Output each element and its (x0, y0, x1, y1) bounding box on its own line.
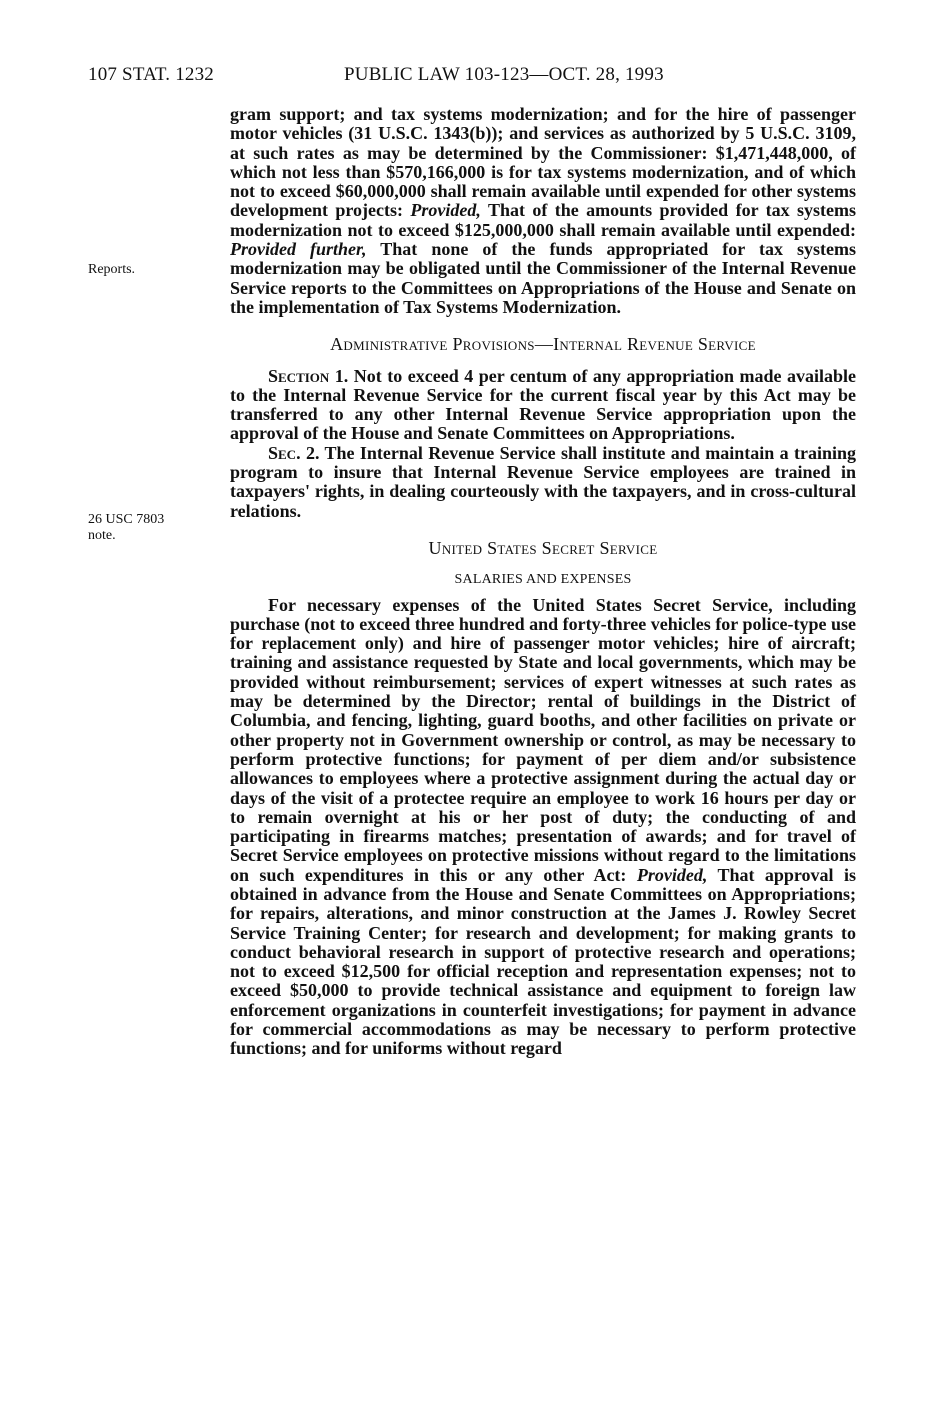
margin-note-reports: Reports. (88, 262, 136, 277)
paragraph-tax-systems (230, 105, 856, 317)
margin-note-usc-citation: 26 USC 7803 (88, 512, 165, 527)
heading-admin-provisions: Administrative Provisions—Internal Revenue Service (330, 334, 756, 355)
provided-italic: Provided, (410, 200, 481, 221)
provided-further-italic: Provided further, (230, 239, 367, 260)
paragraph-section-1 (230, 367, 856, 444)
paragraph-secret-service (230, 596, 856, 1059)
text-run: gram support; and tax systems modernization; and for the hire of passenger motor vehicles (31 U.S.C. 1343(b)); and services as authorized by 5 U.S.C. 3109, at such rates as may be determined by the Commissioner: $1,471,448,000, of which not less than $570,166,000 is for tax systems modernization, and of which not to exceed $60,000,000 shall remain available until expended for other systems development projects: (230, 104, 856, 221)
text-run: That approval is obtained in advance from the House and Senate Committees on Appropriations; for repairs, alterations, and minor construction at the James J. Rowley Secret Service Training Center; for research and development; for making grants to conduct behavioral research in support of protective research and operations; not to exceed $12,500 for official reception and representation expenses; not to exceed $50,000 to provide technical assistance and equipment to foreign law enforcement organizations in counterfeit investigations; for payment in advance for commercial accommodations as may be necessary to perform protective functions; and for uniforms without regard (230, 864, 856, 1059)
margin-note-usc-note: note. (88, 528, 116, 543)
section-2-label: Sec. 2. (268, 442, 320, 463)
stat-citation: 107 STAT. 1232 (88, 64, 215, 85)
text-run: That none of the funds appropriated for tax systems modernization may be obligated until the Commissioner of the Internal Revenue Service reports to the Committees on Appropriations of the House and Senate on the implementation of Tax Systems Modernization. (230, 239, 856, 317)
provided-italic: Provided, (636, 864, 708, 885)
margin-note-usc (88, 512, 218, 544)
body-column (230, 105, 856, 1059)
text-run: That of the amounts provided for tax systems modernization not to exceed $125,000,000 shall remain available until expended: (230, 200, 856, 240)
text-run: Not to exceed 4 per centum of any appropriation made available to the Internal Revenue Service for the current fiscal year by this Act may be transferred to any other Internal Revenue Service appropriation upon the approval of the House and Senate Committees on Appropriations. (230, 365, 856, 444)
heading-salaries-expenses: SALARIES AND EXPENSES (454, 572, 632, 588)
text-run: For necessary expenses of the United States Secret Service, including purchase (not to exceed three hundred and forty-three vehicles for police-type use for replacement only) and hire of passenger motor vehicles; hire of aircraft; training and assistance requested by State and local governments, which may be provided without reimbursement; services of expert witnesses at such rates as may be determined by the Director; rental of buildings in the District of Columbia, and fencing, lighting, guard booths, and other facilities on private or other property not in Government ownership or control, as may be necessary to perform protective functions; for payment of per diem and/or subsistence allowances to employees where a protective assignment during the actual day or days of the visit of a protectee require an employee to work 16 hours per day or to remain overnight at his or her post of duty; the conducting of and participating in firearms matches; presentation of awards; and for travel of Secret Service employees on protective missions without regard to the limitations on such expenditures in this or any other Act: (230, 594, 856, 885)
section-1-label: Section 1. (268, 365, 349, 386)
text-run: The Internal Revenue Service shall institute and maintain a training program to insure that Internal Revenue Service employees are trained in taxpayers' rights, in dealing courteously with the taxpayers, and in cross-cultural relations. (230, 442, 856, 521)
paragraph-section-2 (230, 444, 856, 521)
heading-secret-service: United States Secret Service (428, 537, 658, 558)
public-law-title: PUBLIC LAW 103-123—OCT. 28, 1993 (344, 64, 664, 85)
